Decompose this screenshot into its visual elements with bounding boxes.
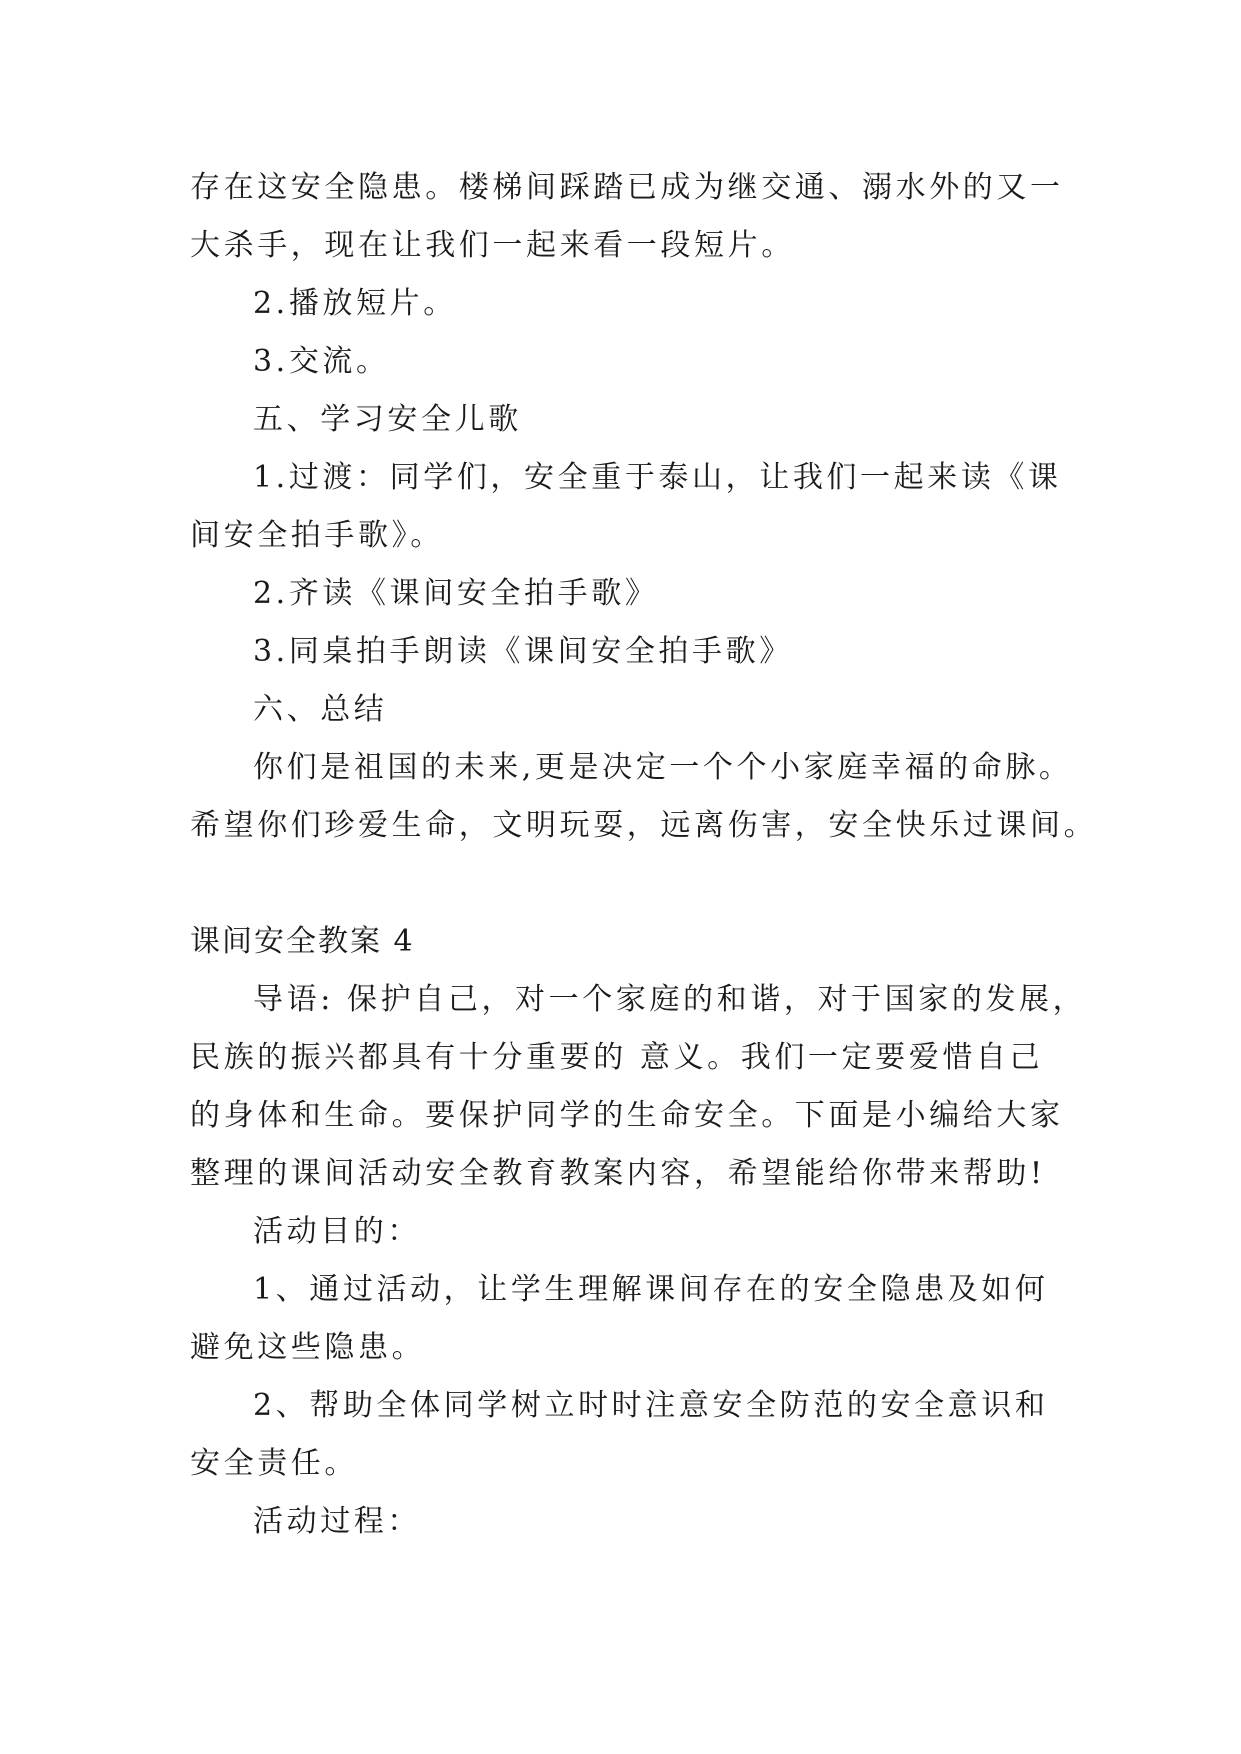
paragraph-line: 安全责任。: [190, 1446, 358, 1481]
list-item: 1、通过活动，让学生理解课间存在的安全隐患及如何: [253, 1272, 1049, 1307]
list-item: 1.过渡：同学们，安全重于泰山，让我们一起来读《课: [253, 460, 1062, 495]
paragraph-line: 大杀手，现在让我们一起来看一段短片。: [190, 228, 795, 263]
paragraph-line: 间安全拍手歌》。: [190, 518, 444, 553]
list-item: 2.齐读《课间安全拍手歌》: [253, 576, 659, 611]
section-heading: 活动过程：: [253, 1504, 421, 1539]
list-item: 2.播放短片。: [253, 286, 457, 321]
paragraph-line: 的身体和生命。要保护同学的生命安全。下面是小编给大家: [190, 1098, 1064, 1133]
paragraph-line: 你们是祖国的未来,更是决定一个个小家庭幸福的命脉。: [253, 750, 1073, 785]
section-heading: 活动目的：: [253, 1214, 421, 1249]
paragraph-line: 导语: 保护自己，对一个家庭的和谐，对于国家的发展，: [253, 982, 1087, 1017]
section-heading: 六、总结: [253, 692, 388, 727]
paragraph-line: 民族的振兴都具有十分重要的 意义。我们一定要爱惜自己: [190, 1040, 1044, 1075]
paragraph-line: 避免这些隐患。: [190, 1330, 426, 1365]
paragraph-line: 希望你们珍爱生命，文明玩耍，远离伤害，安全快乐过课间。: [190, 808, 1098, 843]
paragraph-line: 整理的课间活动安全教育教案内容，希望能给你带来帮助!: [190, 1156, 1046, 1191]
document-title: 课间安全教案 4: [190, 924, 415, 959]
list-item: 3.同桌拍手朗读《课间安全拍手歌》: [253, 634, 793, 669]
section-heading: 五、学习安全儿歌: [253, 402, 522, 437]
paragraph-line: 存在这安全隐患。楼梯间踩踏已成为继交通、溺水外的又一: [190, 170, 1064, 205]
list-item: 2、帮助全体同学树立时时注意安全防范的安全意识和: [253, 1388, 1049, 1423]
list-item: 3.交流。: [253, 344, 390, 379]
